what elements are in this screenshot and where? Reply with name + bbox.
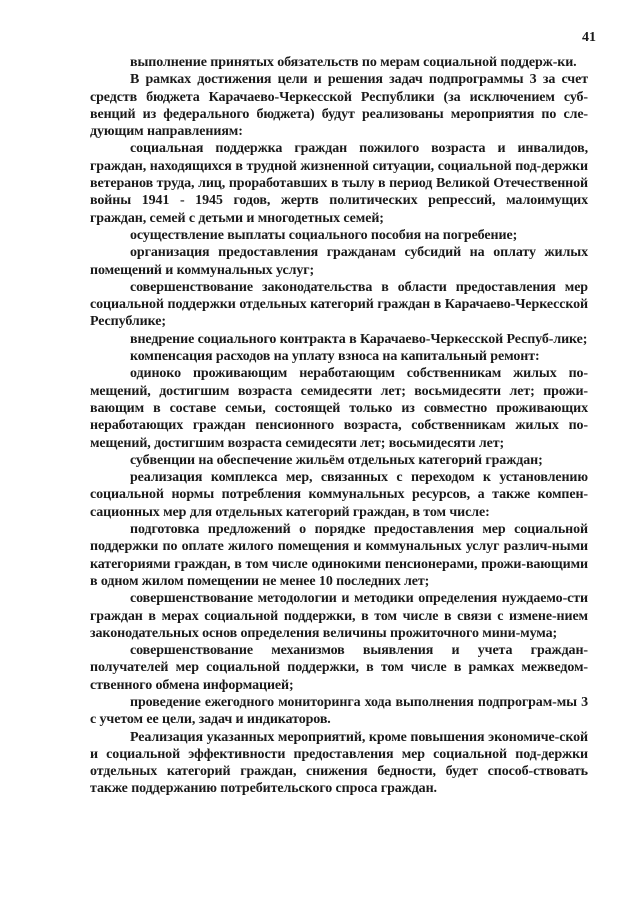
paragraph: реализация комплекса мер, связанных с переходом к установлению социальной нормы потребления коммунальных ресурсов, а также компен-сационных мер для отдельных категорий граждан, в том числе: xyxy=(90,470,588,520)
page-number: 41 xyxy=(582,30,596,45)
paragraph: компенсация расходов на уплату взноса на капитальный ремонт: xyxy=(130,349,540,365)
paragraph: совершенствование законодательства в области предоставления мер социальной поддержки отдельных категорий граждан в Карачаево-Черкесской Республике; xyxy=(90,279,588,330)
paragraph: субвенции на обеспечение жильём отдельных категорий граждан; xyxy=(130,452,543,468)
paragraph: подготовка предложений о порядке предоставления мер социальной поддержки по оплате жилого помещения и коммунальных услуг различ-ными категориями граждан, в том числе одинокими пенсионерами, прожи-вающими в одном жилом помещении не менее 10 последних лет; xyxy=(90,522,588,589)
paragraph: В рамках достижения цели и решения задач подпрограммы 3 за счет средств бюджета Карачаево-Черкесской Республики (за исключением суб-венций из федерального бюджета) будут реализованы мероприятия по сле-дующим направлениям: xyxy=(90,72,588,140)
paragraph: выполнение принятых обязательств по мерам социальной поддерж-ки. xyxy=(130,55,577,70)
paragraph: социальная поддержка граждан пожилого возраста и инвалидов, граждан, находящихся в трудной жизненной ситуации, социальной под-держки ветеранов труда, лиц, проработавших в тылу в период Великой Отечественной войны 1941 - 1945 годов, жертв политических репрессий, малоимущих граждан, семей с детьми и многодетных семей; xyxy=(90,141,588,226)
paragraph: осуществление выплаты социального пособия на погребение; xyxy=(130,227,518,243)
paragraph: организация предоставления гражданам субсидий на оплату жилых помещений и коммунальных услуг; xyxy=(90,245,588,278)
paragraph: одиноко проживающим неработающим собственникам жилых по-мещений, достигшим возраста семидесяти лет; восьмидесяти лет; прожи-вающим в составе семьи, состоящей только из совместно проживающих неработающих граждан пенсионного возраста, собственникам жилых по-мещений, достигшим возраста семидесяти лет; восьмидесяти лет; xyxy=(90,366,588,451)
paragraph: проведение ежегодного мониторинга хода выполнения подпрограм-мы 3 с учетом ее цели, задач и индикаторов. xyxy=(90,694,588,728)
document-body xyxy=(90,54,588,798)
paragraph: внедрение социального контракта в Карачаево-Черкесской Респуб-лике; xyxy=(130,331,588,347)
paragraph: Реализация указанных мероприятий, кроме повышения экономиче-ской и социальной эффективности предоставления мер социальной под-держки отдельных категорий граждан, снижения бедности, будет способ-ствовать также поддержанию потребительского спроса граждан. xyxy=(90,729,588,797)
paragraph: совершенствование механизмов выявления и учета граждан-получателей мер социальной поддержки, в том числе в рамках межведом-ственного обмена информацией; xyxy=(90,643,588,693)
paragraph: совершенствование методологии и методики определения нуждаемо-сти граждан в мерах социальной поддержки, в том числе в связи с измене-нием законодательных основ определения величины прожиточного мини-мума; xyxy=(90,591,588,641)
